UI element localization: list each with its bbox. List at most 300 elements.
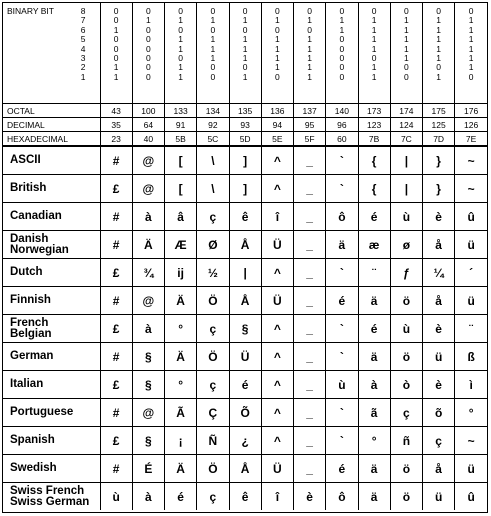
character-cell: æ	[358, 231, 390, 259]
bit-value: 1	[404, 34, 409, 45]
language-name-line: Italian	[10, 378, 44, 390]
character-cell: Ö	[197, 455, 229, 483]
character-cell: Ö	[197, 343, 229, 371]
bit-value: 0	[178, 53, 183, 64]
character-cell: õ	[423, 399, 455, 427]
hexadecimal-row-value: 5D	[229, 132, 261, 147]
character-cell: §	[132, 427, 164, 455]
character-cell: É	[132, 455, 164, 483]
decimal-row-value: 92	[197, 118, 229, 132]
bit-value: 1	[404, 24, 409, 35]
octal-row-value: 176	[455, 104, 487, 118]
bit-value: 0	[339, 34, 345, 45]
language-row	[3, 371, 487, 399]
bit-value: 0	[242, 6, 248, 16]
character-cell: ^	[261, 371, 293, 399]
character-cell: å	[423, 231, 455, 259]
character-cell: ]	[229, 146, 261, 175]
character-cell: ö	[390, 287, 422, 315]
bit-number: 2	[80, 62, 86, 73]
character-cell: Å	[229, 455, 261, 483]
character-cell: ò	[390, 371, 422, 399]
octal-row-value: 173	[358, 104, 390, 118]
bit-number: 3	[80, 53, 86, 64]
language-row	[3, 399, 487, 427]
binary-bit-column	[455, 3, 487, 104]
bit-value: 1	[371, 62, 377, 73]
language-name	[3, 175, 100, 203]
character-cell: }	[423, 175, 455, 203]
language-name-line: Norwegian	[10, 243, 69, 256]
bit-value: 0	[436, 6, 441, 16]
decimal-row-value: 124	[390, 118, 422, 132]
bit-value: 1	[436, 53, 441, 64]
character-cell: ü	[455, 455, 487, 483]
bit-value: 1	[468, 34, 474, 45]
bit-value: 0	[468, 6, 474, 16]
language-name	[3, 399, 100, 427]
bit-value: 0	[468, 71, 474, 82]
character-cell: #	[100, 399, 132, 427]
binary-bit-column	[165, 3, 197, 104]
character-cell: @	[132, 399, 164, 427]
bit-value: 0	[113, 53, 119, 64]
character-cell: ã	[358, 399, 390, 427]
language-name-line: Danish	[10, 232, 49, 245]
bit-value: 1	[178, 43, 183, 54]
bit-value: 0	[146, 53, 151, 64]
character-cell: ñ	[390, 427, 422, 455]
character-cell: é	[165, 483, 197, 511]
character-cell: ½	[197, 259, 229, 287]
character-cell: _	[294, 146, 326, 175]
character-cell: é	[326, 455, 358, 483]
character-cell: ê	[229, 483, 261, 511]
bit-value: 1	[468, 62, 474, 73]
binary-bit-column	[326, 3, 358, 104]
character-cell: ç	[197, 371, 229, 399]
character-cell: Å	[229, 231, 261, 259]
bit-value: 0	[146, 24, 151, 35]
character-cell: Å	[229, 287, 261, 315]
character-cell: ~	[467, 153, 475, 168]
bit-value: 1	[436, 24, 441, 35]
character-cell: [	[165, 146, 197, 175]
binary-bit-column	[294, 3, 326, 104]
octal-row-label: OCTAL	[3, 104, 100, 118]
character-cell: |	[229, 259, 261, 287]
character-cell: £	[100, 175, 132, 203]
decimal-row-label: DECIMAL	[3, 118, 100, 132]
decimal-row-value: 126	[455, 118, 487, 132]
language-row	[3, 203, 487, 231]
language-name	[3, 343, 100, 371]
bit-value: 0	[275, 24, 280, 35]
character-cell: ü	[455, 287, 487, 315]
character-cell: #	[100, 146, 132, 175]
octal-row-value: 140	[326, 104, 358, 118]
character-cell: _	[294, 203, 326, 231]
bit-value: 1	[242, 71, 248, 82]
international-character-set-table	[3, 3, 487, 510]
octal-row-value: 100	[132, 104, 164, 118]
binary-bit-column	[100, 3, 132, 104]
character-cell: ç	[197, 483, 229, 511]
language-name	[3, 259, 100, 287]
character-cell: Ñ	[197, 427, 229, 455]
character-cell: Ä	[165, 455, 197, 483]
binary-bit-label: BINARY BIT	[7, 6, 54, 16]
character-cell: `	[326, 399, 358, 427]
character-cell: _	[294, 399, 326, 427]
language-name-line: Canadian	[10, 210, 62, 222]
bit-value: 0	[339, 6, 345, 16]
bit-value: 0	[371, 53, 377, 64]
bit-value: 0	[339, 53, 345, 64]
binary-bit-column	[390, 3, 422, 104]
decimal-row-value: 91	[165, 118, 197, 132]
hexadecimal-row-value: 5B	[165, 132, 197, 147]
character-cell: £	[100, 315, 132, 343]
character-cell: °	[165, 371, 197, 399]
language-name	[3, 455, 100, 483]
binary-bit-column	[132, 3, 164, 104]
character-cell: ü	[455, 231, 487, 259]
language-name-line: Swiss German	[10, 495, 90, 508]
language-row	[3, 175, 487, 203]
bit-value: 1	[113, 71, 119, 82]
character-cell: °	[358, 427, 390, 455]
character-cell: ß	[455, 343, 487, 371]
bit-value: 0	[113, 6, 119, 16]
character-cell: °	[455, 399, 487, 427]
bit-value: 1	[178, 34, 183, 45]
bit-value: 1	[275, 53, 280, 64]
character-cell: £	[100, 371, 132, 399]
character-cell: Ü	[261, 287, 293, 315]
character-cell: ü	[423, 343, 455, 371]
language-name-line: ASCII	[10, 154, 41, 166]
character-cell: _	[294, 315, 326, 343]
character-cell: _	[294, 175, 326, 203]
bit-value: 1	[371, 24, 377, 35]
language-name-line: Swedish	[10, 462, 57, 474]
bit-value: 1	[404, 43, 409, 54]
bit-value: 0	[242, 24, 248, 35]
octal-row-value: 134	[197, 104, 229, 118]
bit-value: 0	[146, 62, 151, 73]
language-name	[3, 371, 100, 399]
character-cell: #	[100, 287, 132, 315]
character-cell: `	[326, 259, 358, 287]
language-name-line: Belgian	[10, 327, 52, 340]
hexadecimal-row-value: 60	[326, 132, 358, 147]
character-cell: ä	[326, 231, 358, 259]
character-cell: #	[100, 203, 132, 231]
character-cell: Ü	[229, 343, 261, 371]
language-row	[3, 483, 487, 511]
character-cell: [	[165, 175, 197, 203]
character-cell: Ü	[261, 455, 293, 483]
character-cell: û	[455, 203, 487, 231]
character-cell: à	[132, 483, 164, 511]
character-cell: ê	[229, 203, 261, 231]
character-cell: `	[326, 315, 358, 343]
bit-value: 0	[404, 62, 409, 73]
bit-value: 0	[404, 71, 409, 82]
character-cell: ì	[455, 371, 487, 399]
character-cell: ä	[358, 483, 390, 511]
character-cell: ¾	[132, 259, 164, 287]
language-row	[3, 231, 487, 259]
character-cell: ]	[229, 175, 261, 203]
character-cell: _	[294, 455, 326, 483]
hexadecimal-row-value: 23	[100, 132, 132, 147]
character-cell: è	[423, 203, 455, 231]
character-cell: ~	[455, 427, 487, 455]
bit-value: 0	[178, 6, 183, 16]
bit-value: 1	[113, 62, 119, 73]
bit-value: 1	[210, 34, 216, 45]
hexadecimal-row-value: 7D	[423, 132, 455, 147]
bit-value: 1	[275, 15, 280, 26]
language-name	[3, 427, 100, 455]
character-cell: Ç	[197, 399, 229, 427]
hexadecimal-row-value: 5F	[294, 132, 326, 147]
language-name-line: Swiss French	[10, 484, 85, 497]
character-cell: ^	[261, 427, 293, 455]
character-cell: è	[294, 483, 326, 511]
bit-value: 1	[436, 71, 441, 82]
character-cell: {	[358, 175, 390, 203]
bit-value: 1	[178, 15, 183, 26]
character-cell: ^	[261, 315, 293, 343]
character-cell: |	[390, 175, 422, 203]
character-cell: î	[261, 203, 293, 231]
decimal-row-value: 125	[423, 118, 455, 132]
character-cell: Ä	[132, 231, 164, 259]
character-cell: Ä	[165, 343, 197, 371]
character-cell: ö	[390, 483, 422, 511]
bit-value: 1	[146, 15, 151, 26]
octal-row-value: 174	[390, 104, 422, 118]
language-name-line: Spanish	[10, 434, 55, 446]
character-cell: §	[132, 343, 164, 371]
character-cell: è	[423, 371, 455, 399]
bit-number: 7	[80, 15, 86, 26]
character-cell: é	[358, 315, 390, 343]
character-cell: à	[132, 203, 164, 231]
character-cell: ƒ	[390, 259, 422, 287]
character-cell: ¿	[229, 427, 261, 455]
octal-row-value: 136	[261, 104, 293, 118]
character-cell: ¨	[358, 259, 390, 287]
character-cell: ^	[261, 146, 293, 175]
character-cell: ¼	[423, 259, 455, 287]
bit-value: 1	[210, 15, 216, 26]
octal-row-value: 135	[229, 104, 261, 118]
bit-value: 1	[178, 62, 183, 73]
character-cell: `	[326, 146, 358, 175]
language-name	[3, 231, 100, 259]
character-cell: ù	[390, 315, 422, 343]
hexadecimal-row-value: 7B	[358, 132, 390, 147]
language-name-line: Finnish	[10, 294, 51, 306]
bit-value: 0	[242, 62, 248, 73]
character-cell: Ä	[165, 287, 197, 315]
character-cell: ö	[390, 455, 422, 483]
bit-value: 1	[242, 53, 248, 64]
character-cell: ö	[390, 343, 422, 371]
bit-value: 0	[404, 6, 409, 16]
character-cell: à	[132, 315, 164, 343]
bit-value: 1	[436, 43, 441, 54]
character-cell: ä	[358, 343, 390, 371]
character-cell: Ö	[197, 287, 229, 315]
character-cell: ü	[423, 483, 455, 511]
language-name	[3, 287, 100, 315]
bit-value: 1	[307, 34, 312, 45]
bit-value: 1	[275, 43, 280, 54]
character-cell: ¡	[165, 427, 197, 455]
language-name-line: French	[10, 316, 49, 329]
bit-number: 6	[80, 24, 86, 35]
language-row	[3, 427, 487, 455]
character-cell: ^	[261, 175, 293, 203]
character-cell: #	[100, 343, 132, 371]
character-cell: Õ	[229, 399, 261, 427]
character-cell: Æ	[165, 231, 197, 259]
character-cell: ø	[390, 231, 422, 259]
hexadecimal-row-value: 7E	[455, 132, 487, 147]
language-row	[3, 343, 487, 371]
character-cell: #	[100, 231, 132, 259]
bit-value: 0	[146, 6, 151, 16]
bit-value: 0	[371, 6, 377, 16]
bit-value: 0	[339, 71, 345, 82]
character-cell: °	[165, 315, 197, 343]
character-cell: _	[294, 371, 326, 399]
language-row	[3, 315, 487, 343]
bit-value: 0	[210, 71, 216, 82]
character-cell: _	[294, 427, 326, 455]
character-cell: _	[294, 231, 326, 259]
character-cell: ô	[326, 483, 358, 511]
character-cell: ù	[100, 483, 132, 511]
bit-value: 1	[436, 34, 441, 45]
bit-value: 0	[436, 62, 441, 73]
character-cell: ä	[358, 455, 390, 483]
bit-value: 0	[178, 24, 183, 35]
binary-bit-label-block	[7, 7, 100, 82]
bit-value: 1	[307, 62, 312, 73]
language-row	[3, 455, 487, 483]
decimal-row-value: 95	[294, 118, 326, 132]
character-cell: @	[132, 175, 164, 203]
character-cell: {	[358, 146, 390, 175]
character-cell: `	[326, 343, 358, 371]
hexadecimal-row	[3, 132, 487, 147]
bit-value: 1	[468, 15, 474, 26]
character-set-table-frame	[2, 2, 488, 513]
bit-value: 0	[210, 6, 216, 16]
bit-value: 1	[307, 71, 312, 82]
character-cell: @	[132, 146, 164, 175]
character-cell: §	[229, 315, 261, 343]
character-cell: å	[423, 287, 455, 315]
character-cell: \	[197, 175, 229, 203]
bit-value: 1	[371, 34, 377, 45]
decimal-row-value: 93	[229, 118, 261, 132]
character-cell: `	[326, 427, 358, 455]
character-cell: é	[358, 203, 390, 231]
bit-value: 1	[404, 15, 409, 26]
bit-value: 1	[339, 15, 345, 26]
character-cell: å	[423, 455, 455, 483]
bit-value: 1	[242, 15, 248, 26]
decimal-row-value: 96	[326, 118, 358, 132]
bit-value: 0	[113, 43, 119, 54]
decimal-row-value: 64	[132, 118, 164, 132]
character-cell: ç	[197, 315, 229, 343]
bit-value: 0	[275, 6, 280, 16]
bit-value: 1	[436, 15, 441, 26]
character-cell: Ã	[165, 399, 197, 427]
hexadecimal-row-value: 7C	[390, 132, 422, 147]
binary-bit-column	[358, 3, 390, 104]
bit-value: 1	[339, 24, 345, 35]
bit-value: 0	[146, 34, 151, 45]
octal-row	[3, 104, 487, 118]
character-cell: é	[326, 287, 358, 315]
character-cell: |	[390, 146, 422, 175]
character-cell: à	[358, 371, 390, 399]
bit-value: 1	[371, 71, 377, 82]
character-cell: ´	[455, 259, 487, 287]
character-cell: _	[294, 259, 326, 287]
bit-value: 0	[146, 43, 151, 54]
character-cell: _	[294, 287, 326, 315]
bit-number: 5	[80, 34, 86, 45]
bit-number: 8	[80, 6, 86, 16]
character-cell: ¨	[455, 315, 487, 343]
character-cell: ù	[390, 203, 422, 231]
bit-value: 0	[210, 62, 216, 73]
bit-value: 1	[275, 62, 280, 73]
character-cell: é	[229, 371, 261, 399]
character-cell: ç	[390, 399, 422, 427]
character-cell: @	[132, 287, 164, 315]
bit-value: 1	[307, 15, 312, 26]
bit-value: 1	[275, 34, 280, 45]
octal-row-value: 43	[100, 104, 132, 118]
character-cell: ô	[326, 203, 358, 231]
character-cell: }	[423, 146, 455, 175]
language-row	[3, 146, 487, 175]
character-cell: ç	[197, 203, 229, 231]
decimal-row-value: 123	[358, 118, 390, 132]
character-cell: ^	[261, 399, 293, 427]
bit-value: 1	[242, 43, 248, 54]
bit-value: 1	[210, 43, 216, 54]
binary-bit-column	[261, 3, 293, 104]
hexadecimal-row-label: HEXADECIMAL	[3, 132, 100, 147]
bit-value: 1	[113, 24, 119, 35]
bit-value: 1	[178, 71, 183, 82]
language-name	[3, 315, 100, 343]
octal-row-value: 133	[165, 104, 197, 118]
octal-row-value: 175	[423, 104, 455, 118]
